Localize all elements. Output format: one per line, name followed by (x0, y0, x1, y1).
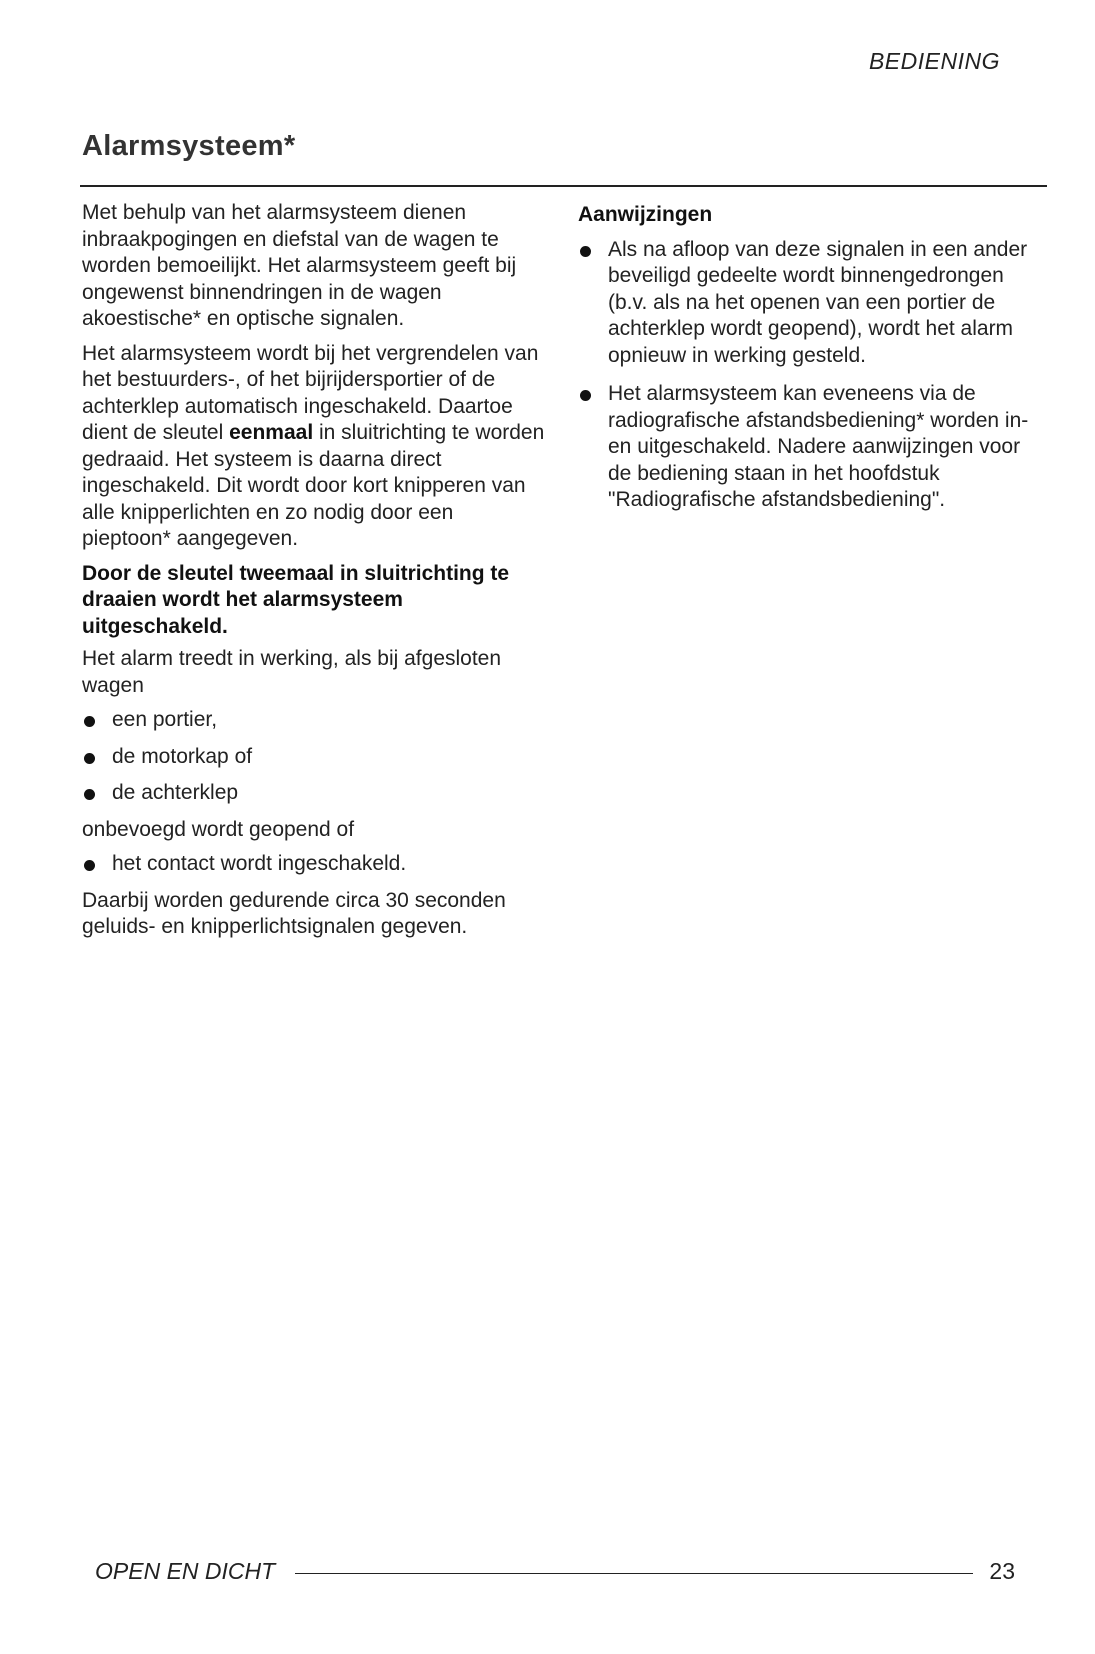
list-item-text: de motorkap of (112, 744, 253, 768)
activation-paragraph (82, 341, 547, 553)
notes-heading: Aanwijzingen (578, 203, 713, 226)
intro-paragraph: Met behulp van het alarmsysteem dienen inbraakpogingen en diefstal van de wagen te worden bemoeilijkt. Het alarmsysteem geeft bij ongewenst binnendringen in de wagen akoestische* en optische signalen. (82, 201, 517, 330)
list-item (578, 381, 1048, 514)
list-item-text: Als na afloop van deze signalen in een ander beveiligd gedeelte wordt binnengedrongen (b.v. als na het openen van een portier de achterklep wordt geopend), wordt het alarm opnieuw in werking gesteld. (608, 237, 1028, 367)
bullet-icon (84, 716, 95, 727)
list-item-text: Het alarmsysteem kan eveneens via de radiografische afstandsbediening* worden in- en uitgeschakeld. Nadere aanwijzingen voor de bediening staan in het hoofdstuk "Radiografische afstandsbediening". (608, 382, 1029, 511)
page-title: Alarmsysteem* (82, 130, 296, 162)
bullet-icon (84, 860, 95, 871)
footer-section-label: OPEN EN DICHT (95, 1558, 281, 1585)
trigger-continuation: onbevoegd wordt geopend of (82, 817, 355, 841)
list-item (82, 851, 547, 878)
emphasis-eenmaal: eenmaal (229, 421, 314, 444)
signal-duration-paragraph: Daarbij worden gedurende circa 30 seconden geluids- en knipperlichtsignalen gegeven. (82, 888, 506, 938)
list-item-text: het contact wordt ingeschakeld. (112, 852, 407, 875)
list-item (578, 237, 1048, 370)
trigger-intro: Het alarm treedt in werking, als bij afgesloten wagen (82, 647, 502, 697)
list-item-text: de achterklep (112, 781, 239, 804)
running-head: BEDIENING (868, 48, 1000, 74)
list-item (82, 780, 547, 807)
bullet-icon (84, 753, 95, 764)
title-divider (80, 185, 1047, 187)
bullet-icon (84, 789, 95, 800)
list-item (82, 744, 547, 771)
activation-text-end: in sluitrichting te worden gedraaid. Het systeem is daarna direct ingeschakeld. Dit wordt door kort knipperen van alle knipperlichten en zo nodig door een pieptoon* aangegeven. (82, 421, 545, 550)
page-number: 23 (989, 1558, 1015, 1584)
list-item (82, 707, 547, 734)
bullet-icon (580, 390, 591, 401)
right-column (578, 200, 1048, 526)
page-footer (95, 1558, 1015, 1588)
bullet-icon (580, 246, 591, 257)
list-item-text: een portier, (112, 708, 218, 731)
left-column (82, 200, 547, 949)
activation-text-start: Het alarmsysteem wordt bij het vergrendelen van het bestuurders-, of het bijrijdersportier of de achterklep automatisch ingeschakeld. Daartoe dient de sleutel (82, 341, 539, 444)
footer-divider (295, 1573, 973, 1574)
deactivation-note: Door de sleutel tweemaal in sluitrichting te draaien wordt het alarmsysteem uitgeschakeld. (82, 561, 510, 638)
